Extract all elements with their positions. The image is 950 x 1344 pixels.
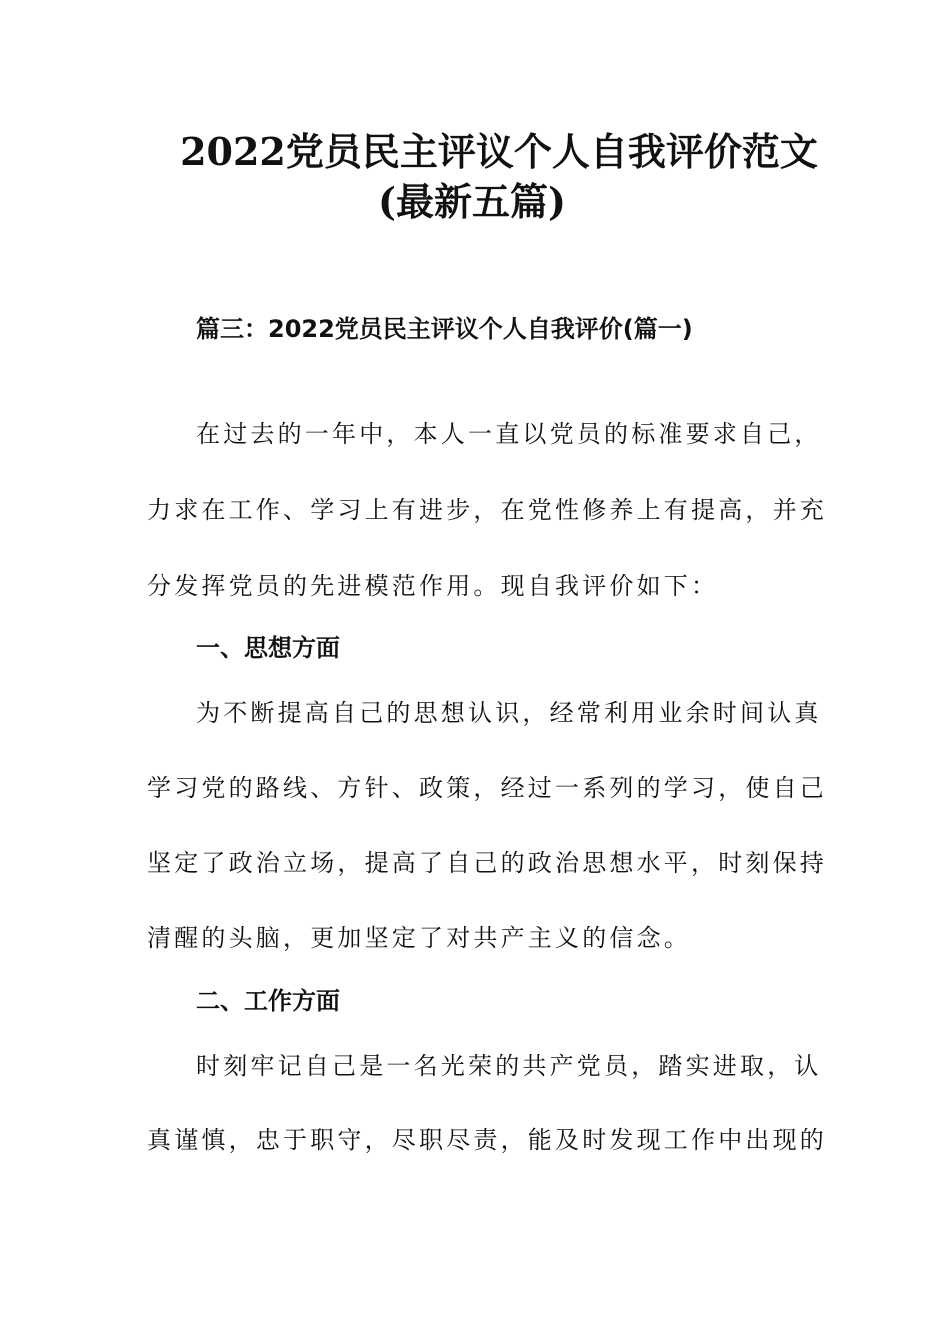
part1-line: 清醒的头脑，更加坚定了对共产主义的信念。 <box>147 924 691 952</box>
intro-line: 分发挥党员的先进模范作用。现自我评价如下： <box>147 572 719 600</box>
part2-line: 时刻牢记自己是一名光荣的共产党员，踏实进取，认 <box>196 1052 822 1080</box>
document-title-line-1: 2022党员民主评议个人自我评价范文 <box>180 129 818 174</box>
intro-line: 力求在工作、学习上有进步，在党性修养上有提高，并充 <box>147 496 827 524</box>
part1-line: 学习党的路线、方针、政策，经过一系列的学习，使自己 <box>147 774 827 802</box>
part1-heading: 一、思想方面 <box>196 634 340 662</box>
part1-line: 为不断提高自己的思想认识，经常利用业余时间认真 <box>196 699 822 727</box>
part2-heading: 二、工作方面 <box>196 987 340 1015</box>
part1-line: 坚定了政治立场，提高了自己的政治思想水平，时刻保持 <box>147 849 827 877</box>
document-title-line-2: (最新五篇) <box>378 179 566 224</box>
intro-line: 在过去的一年中，本人一直以党员的标准要求自己， <box>196 420 822 448</box>
section-heading: 篇三：2022党员民主评议个人自我评价(篇一) <box>196 315 693 343</box>
part2-line: 真谨慎，忠于职守，尽职尽责，能及时发现工作中出现的 <box>147 1126 827 1154</box>
